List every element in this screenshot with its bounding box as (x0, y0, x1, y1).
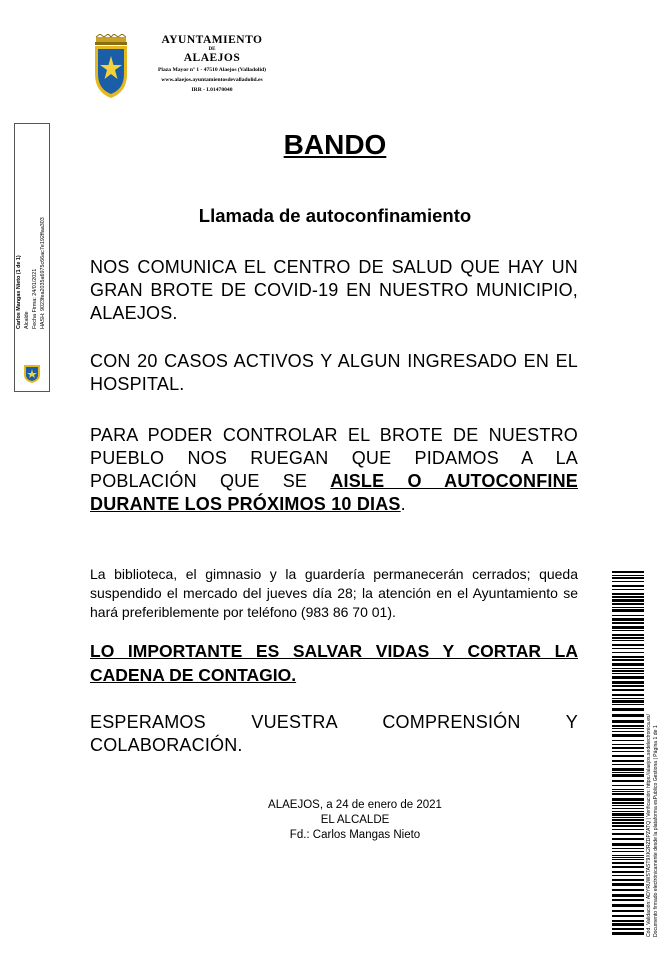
barcode-bar (612, 622, 644, 624)
barcode-bar (612, 685, 644, 687)
barcode-bar (612, 875, 644, 876)
barcode-bar (612, 829, 644, 830)
barcode-bar (612, 859, 644, 860)
letterhead (90, 34, 290, 104)
barcode-bar (612, 607, 644, 608)
barcode-bar (612, 889, 644, 891)
website: www.alaejos.ayuntamientosdevalladolid.es (161, 77, 263, 83)
paragraph-3 (90, 424, 578, 516)
municipality-de: DE (208, 47, 216, 52)
barcode-bar (612, 575, 644, 576)
barcode-bar (612, 720, 644, 723)
barcode-bar (612, 731, 644, 732)
barcode-bar (612, 789, 644, 790)
town-name: ALAEJOS (183, 52, 241, 64)
validation-text (646, 571, 668, 937)
barcode-bar (612, 725, 644, 727)
barcode-bar (612, 768, 644, 771)
important-notice: LO IMPORTANTE ES SALVAR VIDAS Y CORTAR LA CADENA DE CONTAGIO. (90, 641, 578, 685)
barcode-bar (612, 857, 644, 858)
barcode-bar (612, 894, 644, 897)
barcode-bar (612, 640, 644, 641)
barcode-bar (612, 626, 644, 629)
barcode-bar (612, 603, 644, 605)
barcode-bar (612, 663, 644, 666)
barcode-bar (612, 843, 644, 846)
barcode-bar (612, 668, 644, 669)
barcode-bar (612, 817, 644, 818)
barcode-bar (612, 593, 644, 595)
signature-block (240, 798, 470, 843)
barcode-bar (612, 698, 644, 699)
barcode-bar (612, 644, 644, 646)
barcode-bar (612, 596, 644, 598)
barcode-bar (612, 915, 644, 917)
barcode-bar (612, 923, 644, 926)
barcode-icon (612, 571, 644, 937)
barcode-bar (612, 589, 644, 590)
barcode-bar (612, 851, 644, 852)
barcode-bar (612, 785, 644, 786)
barcode-bar (612, 774, 644, 777)
barcode-bar (612, 838, 644, 840)
barcode-bar (612, 714, 644, 717)
barcode-bar (612, 920, 644, 922)
barcode-bar (612, 618, 644, 621)
barcode-bar (612, 791, 644, 792)
place-date: ALAEJOS, a 24 de enero de 2021 (268, 799, 442, 811)
municipality-name: AYUNTAMIENTO (161, 34, 263, 46)
barcode-bar (612, 637, 644, 639)
barcode-bar (612, 904, 644, 907)
barcode-bar (612, 822, 644, 824)
paragraph-3-emphasis: AISLE O AUTOCONFINE DURANTE LOS PRÓXIMOS 10 DIAS (90, 471, 579, 514)
closing-paragraph: ESPERAMOS VUESTRA COMPRENSIÓN Y COLABORACIÓN. (90, 712, 578, 755)
signer-name: Fd.: Carlos Mangas Nieto (289, 829, 421, 841)
barcode-bar (612, 772, 644, 773)
barcode-bar (612, 802, 644, 804)
barcode-bar (612, 585, 644, 587)
barcode-bar (612, 848, 644, 849)
barcode-bar (612, 659, 644, 661)
barcode-bar (612, 932, 644, 935)
barcode-bar (612, 883, 644, 886)
validation-line-2: Documento firmado electrónicamente desde la plataforma esPublico Gestiona | Página 1 de 1 (653, 725, 659, 937)
barcode-bar (612, 862, 644, 864)
barcode-bar (612, 681, 644, 684)
barcode-bar (612, 910, 644, 912)
barcode-bar (612, 704, 644, 705)
barcode-bar (612, 928, 644, 930)
barcode-bar (612, 866, 644, 868)
barcode-bar (612, 808, 644, 809)
barcode-bar (612, 694, 644, 696)
address: Plaza Mayor nº 1 - 47510 Alaejos (Valladolid) (158, 67, 266, 73)
barcode-bar (612, 819, 644, 821)
barcode-bar (612, 793, 644, 795)
barcode-bar (612, 708, 644, 711)
barcode-bar (612, 751, 644, 752)
stamp-role: Alcalde (24, 311, 30, 329)
barcode-bar (612, 673, 644, 674)
barcode-bar (612, 577, 644, 579)
barcode-bar (612, 740, 644, 741)
barcode-bar (612, 780, 644, 782)
barcode-bar (612, 805, 644, 806)
barcode-bar (612, 798, 644, 801)
barcode-bar (612, 744, 644, 745)
paragraph-2: CON 20 CASOS ACTIVOS Y ALGUN INGRESADO EN EL HOSPITAL. (90, 351, 578, 394)
barcode-bar (612, 609, 644, 612)
barcode-bar (612, 871, 644, 873)
validation-line-1: Cód. Validación: ADYRUWSTAST9XK2RZDPZATQ | Verificación: https://alaejos.sedelectronica.es/ (646, 714, 652, 937)
barcode-bar (612, 571, 644, 573)
barcode-bar (612, 728, 644, 729)
paragraph-3-text: PARA PODER CONTROLAR EL BROTE DE NUESTRO PUEBLO NOS RUEGAN QUE PIDAMOS A LA POBLACIÓN QUE SE (90, 425, 578, 491)
barcode-bar (612, 652, 644, 653)
barcode-bar (612, 879, 644, 881)
stamp-signer: Carlos Mangas Nieto (1 de 1) (16, 255, 22, 329)
barcode-bar (612, 648, 644, 649)
barcode-bar (612, 615, 644, 616)
barcode-bar (612, 899, 644, 901)
barcode-bar (612, 825, 644, 827)
barcode-bar (612, 760, 644, 762)
paragraph-3-end: . (400, 494, 406, 514)
stamp-date: Fecha Firma: 24/01/2021 (32, 268, 38, 329)
paragraph-4: La biblioteca, el gimnasio y la guardería permanecerán cerrados; queda suspendido el mercado del jueves día 28; la atención en el Ayuntamiento se hará preferiblemente por teléfono (983 86 70 01). (90, 566, 578, 620)
barcode-bar (612, 747, 644, 749)
stamp-crest-icon (23, 364, 41, 384)
barcode-bar (612, 634, 644, 636)
barcode-bar (612, 670, 644, 672)
barcode-bar (612, 755, 644, 757)
barcode-bar (612, 833, 644, 835)
signer-role: EL ALCALDE (320, 814, 390, 826)
barcode-bar (612, 630, 644, 631)
nif: IRR - L01470040 (191, 87, 233, 93)
barcode-bar (612, 734, 644, 737)
barcode-bar (612, 676, 644, 679)
stamp-hash: HASH: 9023fea2035a6975c66ac7e192ffaa303 (40, 217, 46, 329)
paragraph-1: NOS COMUNICA EL CENTRO DE SALUD QUE HAY UN GRAN BROTE DE COVID-19 EN NUESTRO MUNICIPIO, ALAEJOS. (90, 257, 578, 323)
subtitle: Llamada de autoconfinamiento (198, 205, 472, 226)
barcode-bar (612, 700, 644, 703)
coat-of-arms-icon (90, 34, 132, 100)
barcode-bar (612, 855, 644, 856)
page-title: BANDO (283, 129, 387, 160)
barcode-bar (612, 689, 644, 691)
barcode-bar (612, 764, 644, 765)
barcode-bar (612, 599, 644, 602)
barcode-bar (612, 811, 644, 812)
page-title-wrap (0, 129, 670, 161)
barcode-bar (612, 813, 644, 816)
barcode-bar (612, 656, 644, 658)
barcode-bar (612, 581, 644, 582)
